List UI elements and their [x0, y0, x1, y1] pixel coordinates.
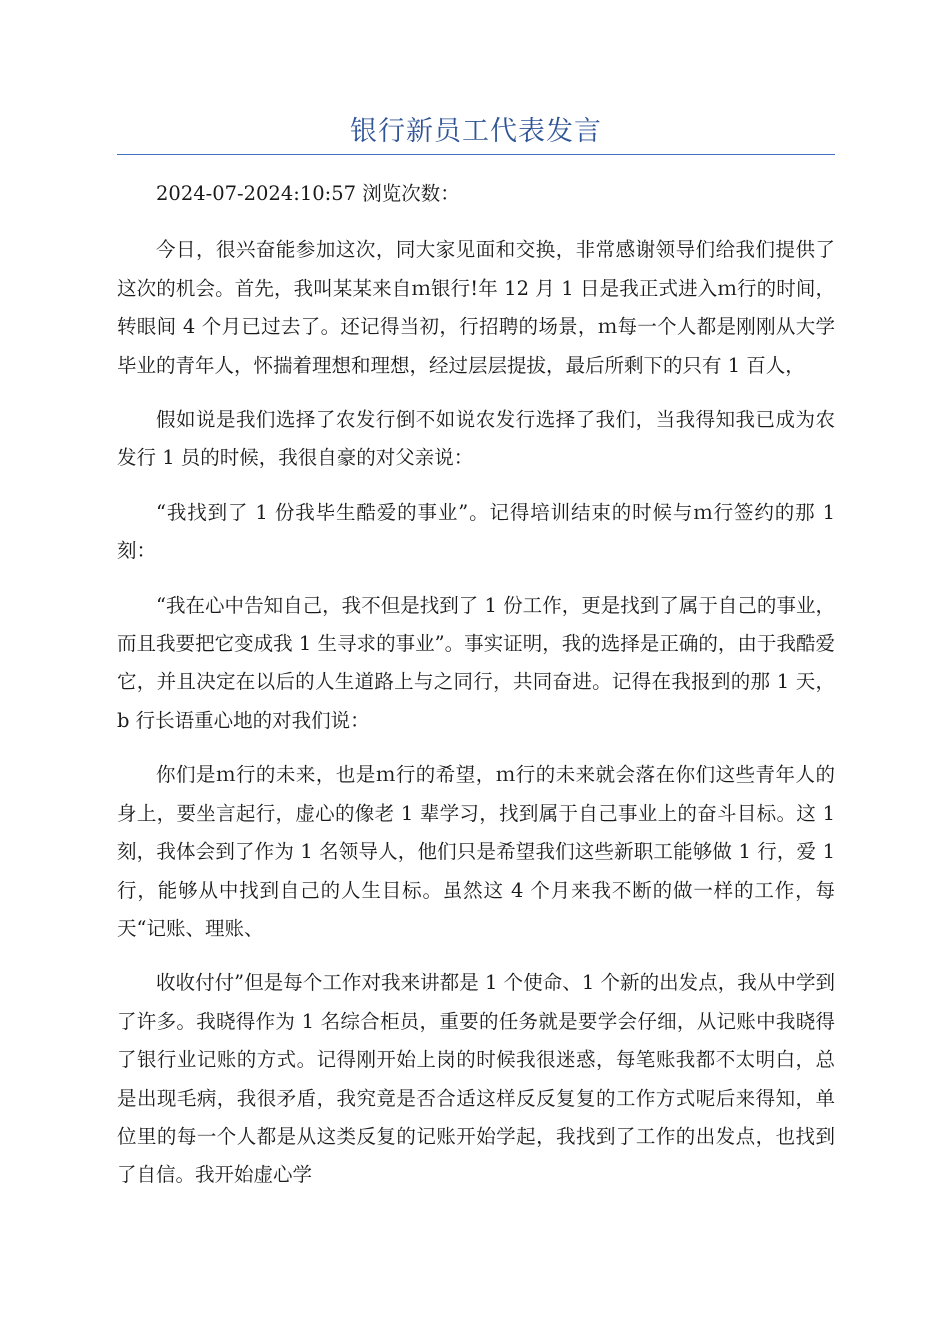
paragraph: 你们是ｍ行的未来，也是ｍ行的希望，ｍ行的未来就会落在你们这些青年人的身上，要坐言起行，虚心的像老 1 辈学习，找到属于自己事业上的奋斗目标。这 1 刻，我体会到了作为 1 名领导人，他们只是希望我们这些新职工能够做 1 行，爱 1 行，能够从中找到自己的人生目标。虽然这 4 个月来我不断的做一样的工作，每天“记账、理账、: [117, 763, 835, 940]
publish-meta: 2024-07-2024:10:57 浏览次数：: [156, 182, 460, 205]
document-title: 银行新员工代表发言: [350, 116, 602, 147]
paragraph: 收收付付”但是每个工作对我来讲都是 1 个使命、1 个新的出发点，我从中学到了许多。我晓得作为 1 名综合柜员，重要的任务就是要学会仔细，从记账中我晓得了银行业记账的方式。记得刚开始上岗的时候我很迷惑，每笔账我都不太明白，总是出现毛病，我很矛盾，我究竟是否合适这样反反复复的工作方式呢后来得知，单位里的每一个人都是从这类反复的记账开始学起，我找到了工作的出发点，也找到了自信。我开始虚心学: [117, 971, 835, 1187]
paragraph: “我在心中告知自己，我不但是找到了 1 份工作，更是找到了属于自己的事业，而且我要把它变成我 1 生寻求的事业”。事实证明，我的选择是正确的，由于我酷爱它，并且决定在以后的人生道路上与之同行，共同奋进。记得在我报到的那 1 天，b 行长语重心地的对我们说：: [117, 593, 835, 732]
paragraph: “我找到了 1 份我毕生酷爱的事业”。记得培训结束的时候与ｍ行签约的那 1 刻：: [117, 500, 835, 563]
paragraph: 假如说是我们选择了农发行倒不如说农发行选择了我们，当我得知我已成为农发行 1 员的时候，我很自豪的对父亲说：: [117, 408, 835, 470]
document-body: [117, 175, 835, 1211]
paragraph: 今日，很兴奋能参加这次，同大家见面和交换，非常感谢领导们给我们提供了这次的机会。首先，我叫某某来自ｍ银行!年 12 月 1 日是我正式进入ｍ行的时间，转眼间 4 个月已过去了。还记得当初，行招聘的场景，ｍ每一个人都是刚刚从大学毕业的青年人，怀揣着理想和理想，经过层层提拔，最后所剩下的只有 1 百人，: [117, 238, 835, 377]
title-underline: [117, 154, 835, 155]
